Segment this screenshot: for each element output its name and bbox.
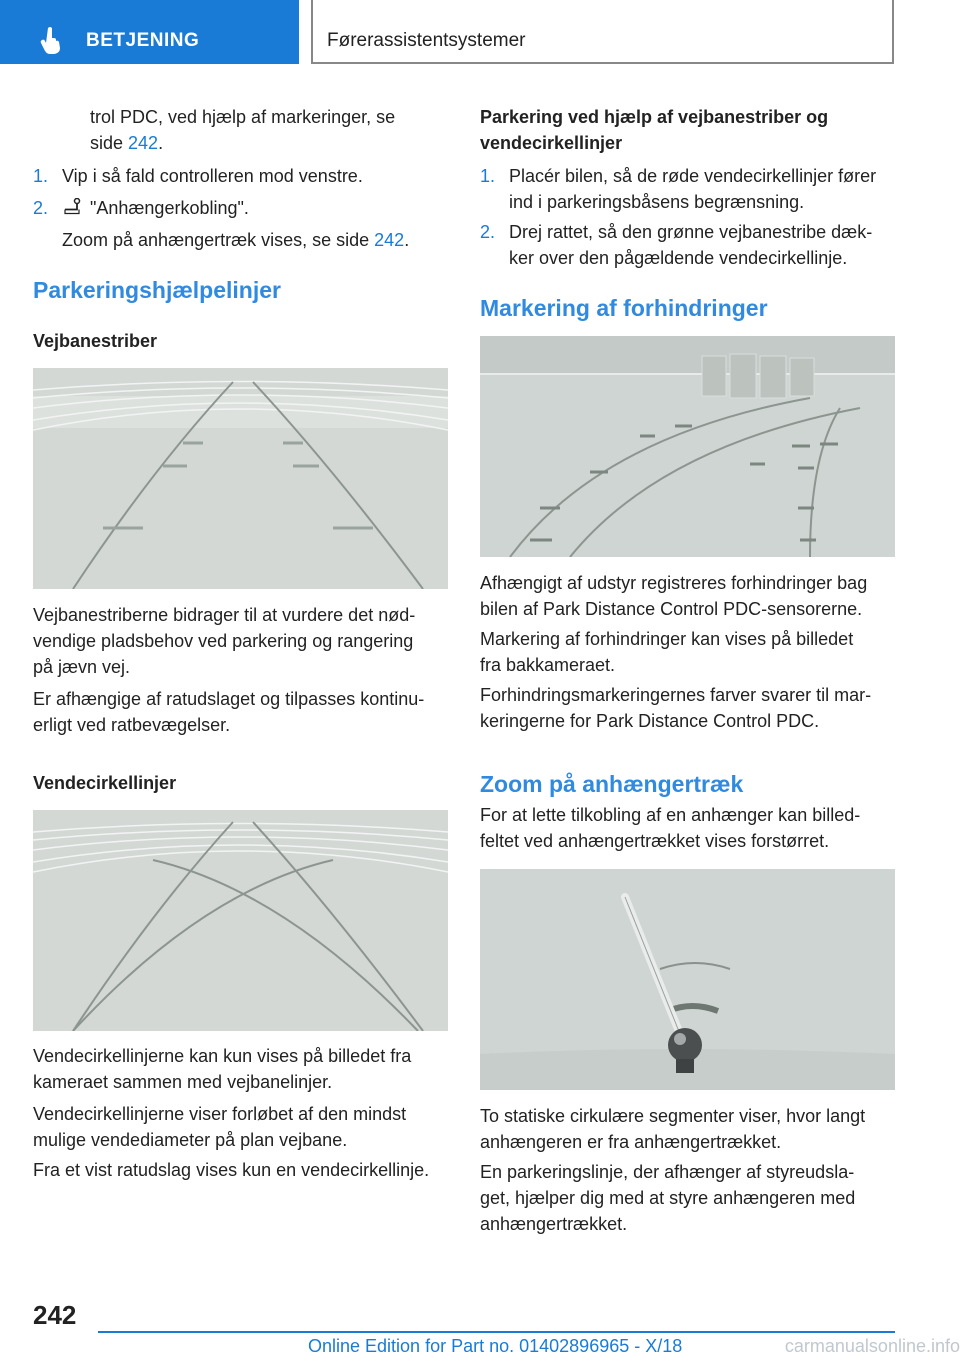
paragraph [33, 1043, 411, 1095]
hitch-zoom-figure [480, 869, 895, 1090]
edition-text: Online Edition for Part no. 01402896965 - X/18 [308, 1336, 683, 1356]
paragraph-line: anhængertrækket. [480, 1214, 628, 1234]
subheading: Vejbanestriber [33, 331, 158, 351]
paragraph-line: anhængeren er fra anhængertrækket. [480, 1132, 782, 1152]
step-number: 2. [33, 198, 49, 218]
step-line: Placér bilen, så de røde vendecirkellinjer fører [509, 166, 877, 186]
step-number: 1. [33, 166, 49, 186]
paragraph-line: kameraet sammen med vejbanelinjer. [33, 1072, 333, 1092]
paragraph [480, 570, 867, 622]
page-header-title: Førerassistentsystemer [327, 30, 526, 51]
trailer-hitch-icon [62, 198, 82, 216]
section-heading: Zoom på anhængertræk [480, 771, 744, 797]
step-text: "Anhængerkobling". [90, 198, 249, 218]
paragraph-line: En parkeringslinje, der afhænger af styreudsla- [480, 1162, 855, 1182]
step-subtext [62, 227, 409, 253]
page-link[interactable]: 242 [128, 133, 159, 153]
subheading-line: Parkering ved hjælp af vejbanestriber og [480, 107, 829, 127]
paragraph [33, 1101, 406, 1153]
paragraph-line: Afhængigt af udstyr registreres forhindringer bag [480, 573, 868, 593]
page-number: 242 [33, 1300, 77, 1330]
paragraph-line: bilen af Park Distance Control PDC-sensorerne. [480, 599, 863, 619]
paragraph-line: Vendecirkellinjerne viser forløbet af den mindst [33, 1104, 407, 1124]
watermark: carmanualsonline.info [784, 1336, 960, 1356]
paragraph [480, 1103, 865, 1155]
paragraph-line: vendige pladsbehov ved parkering og rangering [33, 631, 414, 651]
step-text: Vip i så fald controlleren mod venstre. [62, 166, 363, 186]
paragraph-line: get, hjælper dig med at styre anhængeren med [480, 1188, 856, 1208]
step-number: 2. [480, 222, 496, 242]
paragraph-line: Vejbanestriberne bidrager til at vurdere det nød- [33, 605, 416, 625]
step-line: Drej rattet, så den grønne vejbanestribe dæk- [509, 222, 873, 242]
page-link[interactable]: 242 [374, 230, 405, 250]
hand-icon [40, 26, 64, 54]
intro-prefix: side [90, 133, 129, 153]
step-line: ker over den pågældende vendecirkellinje. [509, 248, 848, 268]
paragraph [480, 1159, 855, 1237]
step-number: 1. [480, 166, 496, 186]
lane-lines-figure [33, 368, 448, 589]
footer-divider [98, 1331, 895, 1333]
paragraph [33, 686, 424, 738]
section-heading: Parkeringshjælpelinjer [33, 277, 281, 303]
paragraph: Fra et vist ratudslag vises kun en vendecirkellinje. [33, 1160, 430, 1180]
paragraph-line: To statiske cirkulære segmenter viser, hvor langt [480, 1106, 866, 1126]
intro-line [90, 130, 395, 156]
subheading-line: vendecirkellinjer [480, 133, 623, 153]
section-tab[interactable] [0, 0, 299, 64]
step-text [509, 163, 876, 215]
paragraph-line: på jævn vej. [33, 657, 131, 677]
intro-text [90, 104, 395, 156]
subheading: Vendecirkellinjer [33, 773, 177, 793]
paragraph-line: Forhindringsmarkeringernes farver svarer til mar- [480, 685, 872, 705]
paragraph [33, 602, 415, 680]
paragraph [480, 626, 853, 678]
subheading [480, 104, 828, 156]
paragraph [480, 682, 871, 734]
paragraph-line: Markering af forhindringer kan vises på billedet [480, 629, 854, 649]
turning-circle-figure [33, 810, 448, 1031]
paragraph-line: keringerne for Park Distance Control PDC. [480, 711, 820, 731]
step-text [509, 219, 872, 271]
section-heading: Markering af forhindringer [480, 295, 768, 321]
page-header [311, 0, 894, 64]
paragraph-line: feltet ved anhængertrækket vises forstørret. [480, 831, 830, 851]
paragraph-line: For at lette tilkobling af en anhænger kan billed- [480, 805, 861, 825]
step-subtext-prefix: Zoom på anhængertræk vises, se side [62, 230, 375, 250]
section-tab-label: BETJENING [86, 30, 200, 51]
paragraph-line: erligt ved ratbevægelser. [33, 715, 231, 735]
paragraph-line: Vendecirkellinjerne kan kun vises på billedet fra [33, 1046, 412, 1066]
paragraph-line: Er afhængige af ratudslaget og tilpasses kontinu- [33, 689, 425, 709]
obstacle-marking-figure [480, 336, 895, 557]
paragraph [480, 802, 860, 854]
paragraph-line: fra bakkameraet. [480, 655, 616, 675]
intro-suffix: . [158, 133, 164, 153]
intro-line: trol PDC, ved hjælp af markeringer, se [90, 107, 396, 127]
paragraph-line: mulige vendediameter på plan vejbane. [33, 1130, 348, 1150]
step-subtext-suffix: . [404, 230, 410, 250]
step-line: ind i parkeringsbåsens begrænsning. [509, 192, 805, 212]
